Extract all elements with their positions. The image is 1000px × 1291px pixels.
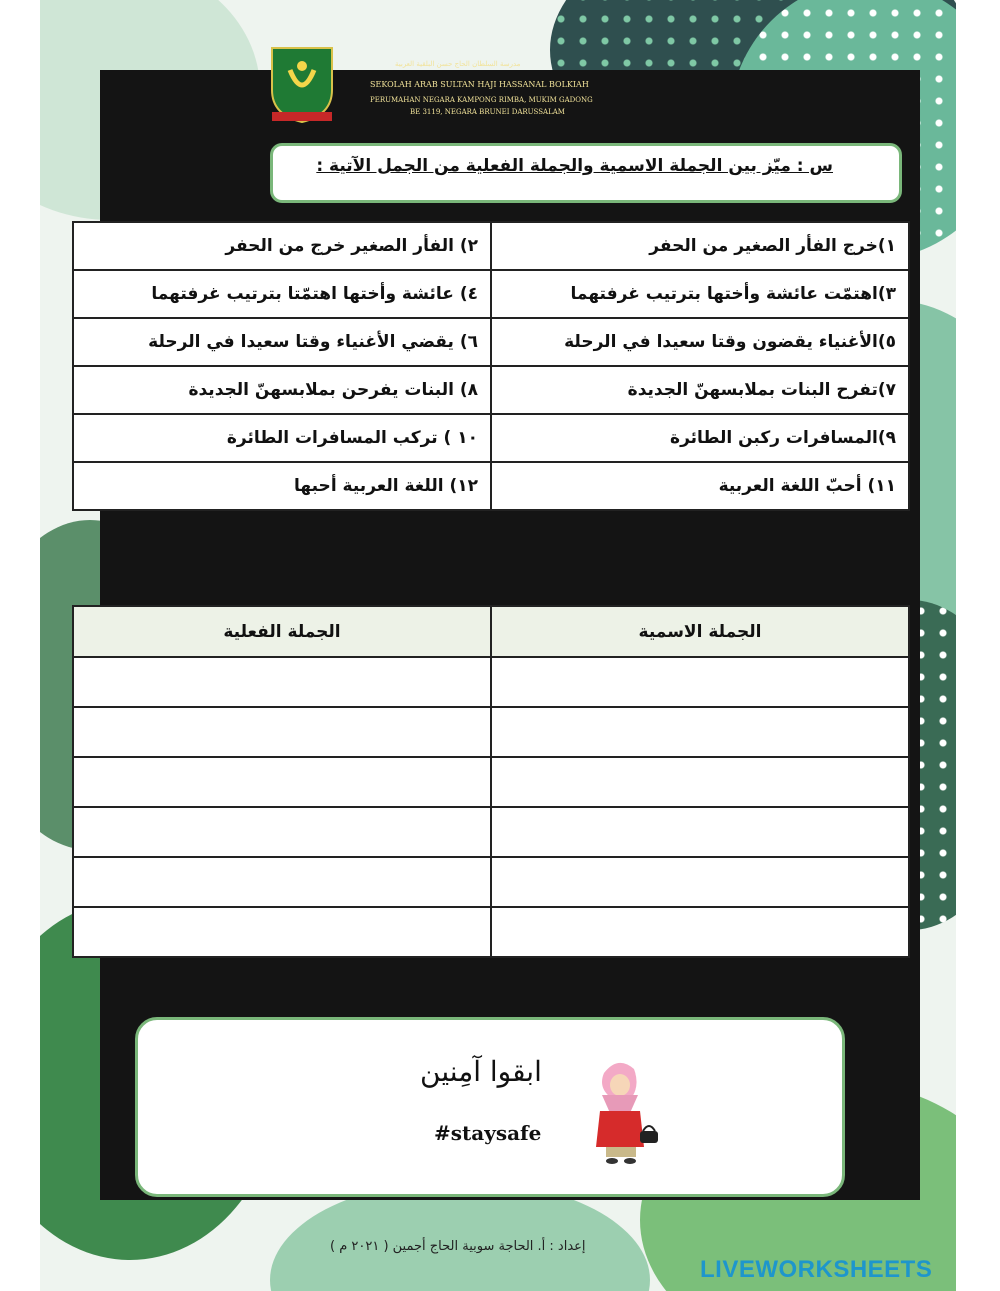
answer-row	[73, 707, 909, 757]
sentence-row	[73, 414, 909, 462]
school-address-line1: PERUMAHAN NEGARA KAMPONG RIMBA, MUKIM GADONG	[370, 96, 593, 104]
sentence-row	[73, 318, 909, 366]
sentence-cell: ٥)الأغنياء يقضون وقتا سعيدا في الرحلة	[491, 318, 909, 366]
nominal-answer-cell[interactable]	[491, 907, 909, 957]
sentence-row	[73, 366, 909, 414]
school-address-line2: BE 3119, NEGARA BRUNEI DARUSSALAM	[410, 108, 565, 116]
nominal-answer-cell[interactable]	[491, 807, 909, 857]
girl-illustration	[582, 1055, 662, 1167]
stay-safe-hashtag: #staysafe	[434, 1121, 542, 1145]
sentence-cell: ٣)اهتمّت عائشة وأختها بترتيب غرفتهما	[491, 270, 909, 318]
verbal-answer-cell[interactable]	[73, 657, 491, 707]
verbal-answer-cell[interactable]	[73, 807, 491, 857]
school-crest-logo	[262, 40, 342, 126]
liveworksheets-watermark: LIVEWORKSHEETS	[700, 1256, 933, 1283]
sentence-cell: ٤) عائشة وأختها اهتمّتا بترتيب غرفتهما	[73, 270, 491, 318]
verbal-sentence-header: الجملة الفعلية	[73, 606, 491, 657]
answer-header-row	[73, 606, 909, 657]
sentence-row	[73, 270, 909, 318]
nominal-answer-cell[interactable]	[491, 757, 909, 807]
sentences-table	[72, 221, 910, 511]
sentence-row	[73, 462, 909, 510]
answer-row	[73, 907, 909, 957]
question-text: س : ميّز بين الجملة الاسمية والجملة الفعلية من الجمل الآتية :	[316, 156, 833, 176]
school-name: SEKOLAH ARAB SULTAN HAJI HASSANAL BOLKIAH	[370, 80, 589, 89]
verbal-answer-cell[interactable]	[73, 907, 491, 957]
verbal-answer-cell[interactable]	[73, 757, 491, 807]
sentence-cell: ١١) أحبّ اللغة العربية	[491, 462, 909, 510]
credit-text: إعداد : أ. الحاجة سوبية الحاج أجمين ( ٢٠٢١ م )	[330, 1239, 586, 1254]
sentence-cell: ٨) البنات يفرحن بملابسهنّ الجديدة	[73, 366, 491, 414]
sentence-cell: ١)خرج الفأر الصغير من الحفر	[491, 222, 909, 270]
verbal-answer-cell[interactable]	[73, 857, 491, 907]
school-name-arabic: مدرسة السلطان الحاج حسن البلقية العربية	[395, 60, 521, 68]
sentence-cell: ١٠ ) تركب المسافرات الطائرة	[73, 414, 491, 462]
sentence-cell: ٧)تفرح البنات بملابسهنّ الجديدة	[491, 366, 909, 414]
sentence-cell: ٩)المسافرات ركبن الطائرة	[491, 414, 909, 462]
question-box	[270, 143, 902, 203]
answer-row	[73, 857, 909, 907]
nominal-answer-cell[interactable]	[491, 657, 909, 707]
answer-row	[73, 807, 909, 857]
answer-table	[72, 605, 910, 958]
sentence-cell: ٢) الفأر الصغير خرج من الحفر	[73, 222, 491, 270]
answer-row	[73, 757, 909, 807]
sentence-cell: ٦) يقضي الأغنياء وقتا سعيدا في الرحلة	[73, 318, 491, 366]
nominal-sentence-header: الجملة الاسمية	[491, 606, 909, 657]
stay-safe-arabic: ابقوا آمِنين	[420, 1055, 542, 1088]
answer-row	[73, 657, 909, 707]
stay-safe-box	[135, 1017, 845, 1197]
nominal-answer-cell[interactable]	[491, 857, 909, 907]
verbal-answer-cell[interactable]	[73, 707, 491, 757]
nominal-answer-cell[interactable]	[491, 707, 909, 757]
sentence-row	[73, 222, 909, 270]
sentence-cell: ١٢) اللغة العربية أحبها	[73, 462, 491, 510]
